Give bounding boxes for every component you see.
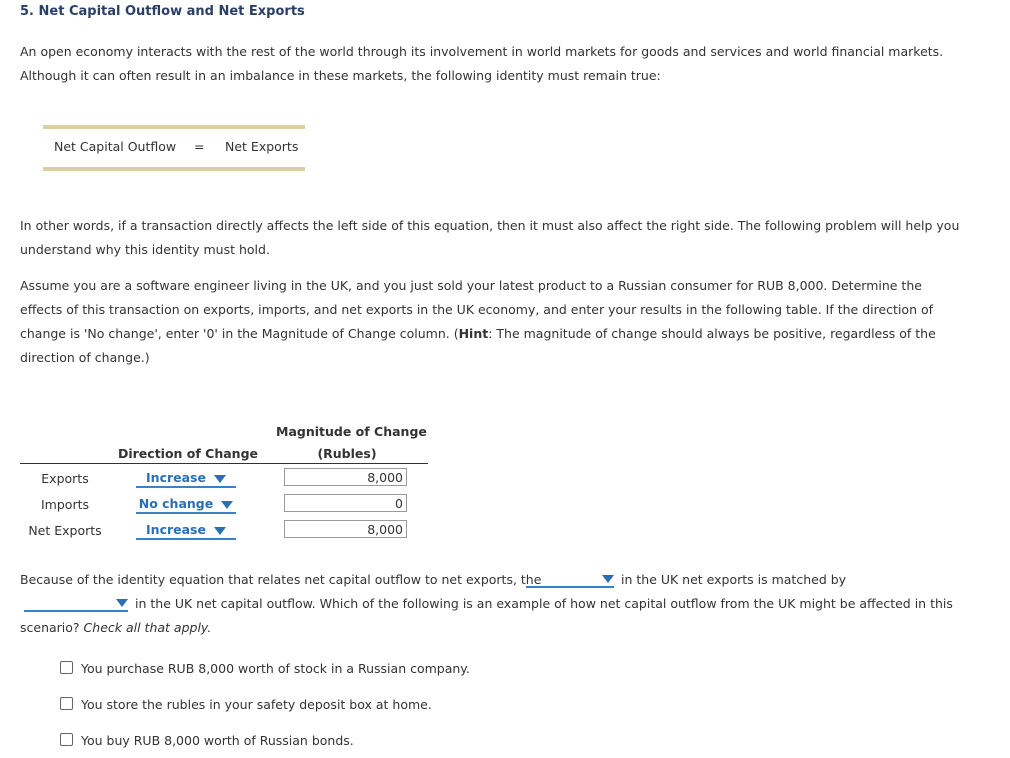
chevron-down-icon xyxy=(214,475,226,483)
intro-line-2: Although it can often result in an imbalance in these markets, the following identity must remain true: xyxy=(20,68,661,83)
para3-line-3-post: : The magnitude of change should always be positive, regardless of the xyxy=(488,326,936,341)
chevron-down-icon xyxy=(602,575,614,583)
row-label-net-exports: Net Exports xyxy=(28,523,102,538)
equation-bottom-rule xyxy=(43,167,305,171)
para4-part-3: in the UK net capital outflow. Which of the following is an example of how net capital outflow from the UK might be affected in this xyxy=(135,596,953,611)
direction-dropdown-exports[interactable] xyxy=(136,469,236,488)
equation-top-rule xyxy=(43,125,305,129)
paragraph-3 xyxy=(20,274,980,370)
checkbox-option-stock[interactable] xyxy=(60,661,73,674)
para4-part-4: scenario? xyxy=(20,620,80,635)
direction-value-imports: No change xyxy=(138,496,214,511)
magnitude-input-net-exports[interactable] xyxy=(284,520,407,538)
chevron-down-icon xyxy=(214,527,226,535)
direction-dropdown-imports[interactable] xyxy=(136,495,236,514)
para3-line-2: effects of this transaction on exports, imports, and net exports in the UK economy, and enter your results in the following table. If the direction of xyxy=(20,302,934,317)
para3-line-4: direction of change.) xyxy=(20,350,150,365)
table-header-rule xyxy=(20,463,428,464)
direction-value-exports: Increase xyxy=(146,470,206,485)
question-title: 5. Net Capital Outflow and Net Exports xyxy=(20,4,305,19)
intro-line-1: An open economy interacts with the rest of the world through its involvement in world markets for goods and services and world financial markets. xyxy=(20,44,944,59)
magnitude-header-line1: Magnitude of Change xyxy=(276,424,427,439)
para3-line-3-pre: change is 'No change', enter '0' in the Magnitude of Change column. ( xyxy=(20,326,459,341)
equation-right: Net Exports xyxy=(225,139,299,154)
para3-line-3 xyxy=(20,322,980,346)
para4-line-3 xyxy=(20,620,211,635)
para2-line-1: In other words, if a transaction directly affects the left side of this equation, then it must also affect the right side. The following problem will help you xyxy=(20,218,960,233)
option-label-stock[interactable]: You purchase RUB 8,000 worth of stock in a Russian company. xyxy=(81,661,470,676)
check-all-instruction: Check all that apply. xyxy=(83,620,212,635)
chevron-down-icon xyxy=(221,501,233,509)
row-label-exports: Exports xyxy=(41,471,89,486)
blank-dropdown-1[interactable] xyxy=(526,572,614,588)
row-label-imports: Imports xyxy=(41,497,89,512)
para2-line-2: understand why this identity must hold. xyxy=(20,242,270,257)
chevron-down-icon xyxy=(116,599,128,607)
checkbox-option-safety-deposit[interactable] xyxy=(60,697,73,710)
para3-line-1: Assume you are a software engineer living in the UK, and you just sold your latest product to a Russian consumer for RUB 8,000. Determine the xyxy=(20,278,922,293)
para4-part-1: Because of the identity equation that relates net capital outflow to net exports, the xyxy=(20,572,542,587)
magnitude-input-exports[interactable] xyxy=(284,468,407,486)
option-label-bonds[interactable]: You buy RUB 8,000 worth of Russian bonds. xyxy=(81,733,354,748)
hint-label: Hint xyxy=(458,326,489,341)
option-label-safety-deposit[interactable]: You store the rubles in your safety deposit box at home. xyxy=(81,697,432,712)
direction-dropdown-net-exports[interactable] xyxy=(136,521,236,540)
magnitude-input-imports[interactable] xyxy=(284,494,407,512)
equation-left: Net Capital Outflow xyxy=(54,139,177,154)
paragraph-2 xyxy=(20,214,980,262)
intro-paragraph xyxy=(20,40,980,88)
direction-header: Direction of Change xyxy=(117,446,259,461)
magnitude-header-line2: (Rubles) xyxy=(317,446,377,461)
equation-operator: = xyxy=(194,139,205,154)
direction-value-net-exports: Increase xyxy=(146,522,206,537)
blank-dropdown-2[interactable] xyxy=(24,596,128,612)
para4-part-2: in the UK net exports is matched by xyxy=(621,572,847,587)
checkbox-option-bonds[interactable] xyxy=(60,733,73,746)
